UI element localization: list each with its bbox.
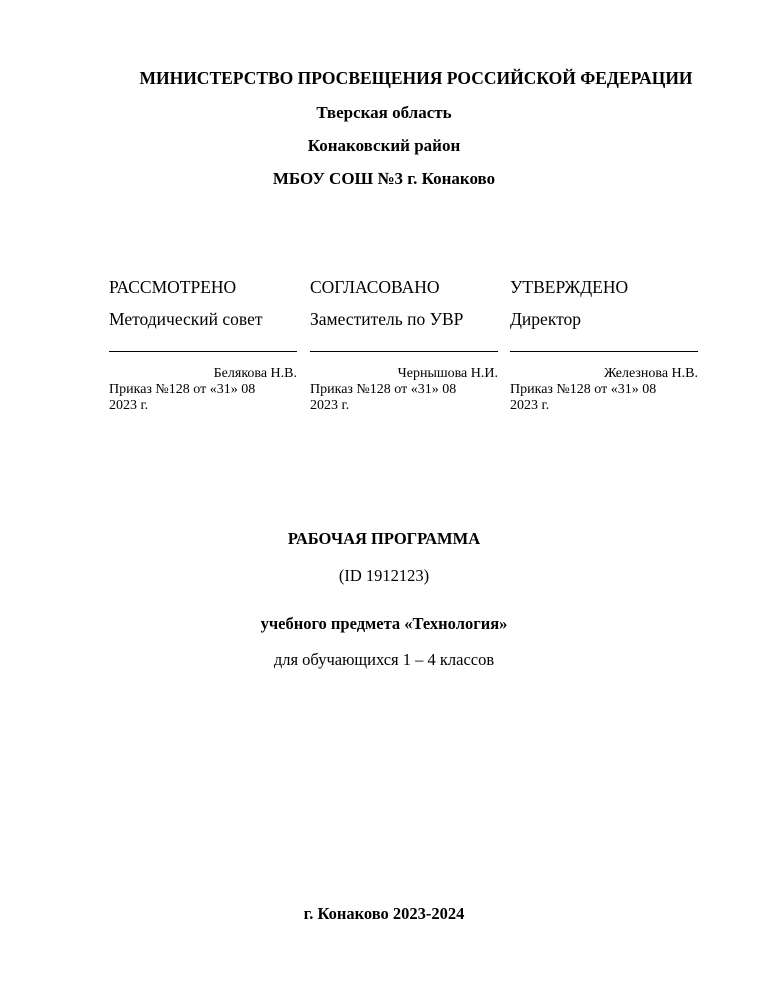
school-heading: МБОУ СОШ №3 г. Конаково — [272, 169, 496, 188]
ministry-heading: МИНИСТЕРСТВО ПРОСВЕЩЕНИЯ РОССИЙСКОЙ ФЕДЕРАЦИИ — [139, 68, 693, 88]
approval-order: Приказ №128 от «31» 08 — [310, 382, 457, 397]
approval-order-year: 2023 г. — [109, 398, 149, 413]
program-audience: для обучающихся 1 – 4 классов — [273, 650, 495, 669]
approval-role: Методический совет — [109, 309, 263, 329]
approval-order: Приказ №128 от «31» 08 — [109, 382, 256, 397]
approval-title: РАССМОТРЕНО — [109, 277, 237, 297]
approval-name: Чернышова Н.И. — [397, 366, 498, 381]
district-heading: Конаковский район — [307, 136, 461, 155]
approval-order: Приказ №128 от «31» 08 — [510, 382, 657, 397]
program-title: РАБОЧАЯ ПРОГРАММА — [287, 529, 481, 548]
signature-line — [109, 351, 297, 352]
approval-block-reviewed — [109, 276, 297, 414]
approval-title: СОГЛАСОВАНО — [310, 277, 440, 297]
signature-line — [310, 351, 498, 352]
approval-role: Директор — [510, 309, 582, 329]
region-heading: Тверская область — [316, 103, 452, 122]
approval-title: УТВЕРЖДЕНО — [510, 277, 629, 297]
approval-order-year: 2023 г. — [510, 398, 550, 413]
approval-order-year: 2023 г. — [310, 398, 350, 413]
approval-block-agreed — [310, 276, 498, 414]
program-id: (ID 1912123) — [338, 566, 430, 585]
approval-name: Железнова Н.В. — [603, 366, 698, 381]
approval-role: Заместитель по УВР — [310, 309, 464, 329]
signature-line — [510, 351, 698, 352]
program-subject: учебного предмета «Технология» — [260, 614, 508, 633]
approval-block-approved — [510, 276, 698, 414]
approval-name: Белякова Н.В. — [213, 366, 297, 381]
footer-place-year: г. Конаково 2023-2024 — [303, 904, 465, 923]
